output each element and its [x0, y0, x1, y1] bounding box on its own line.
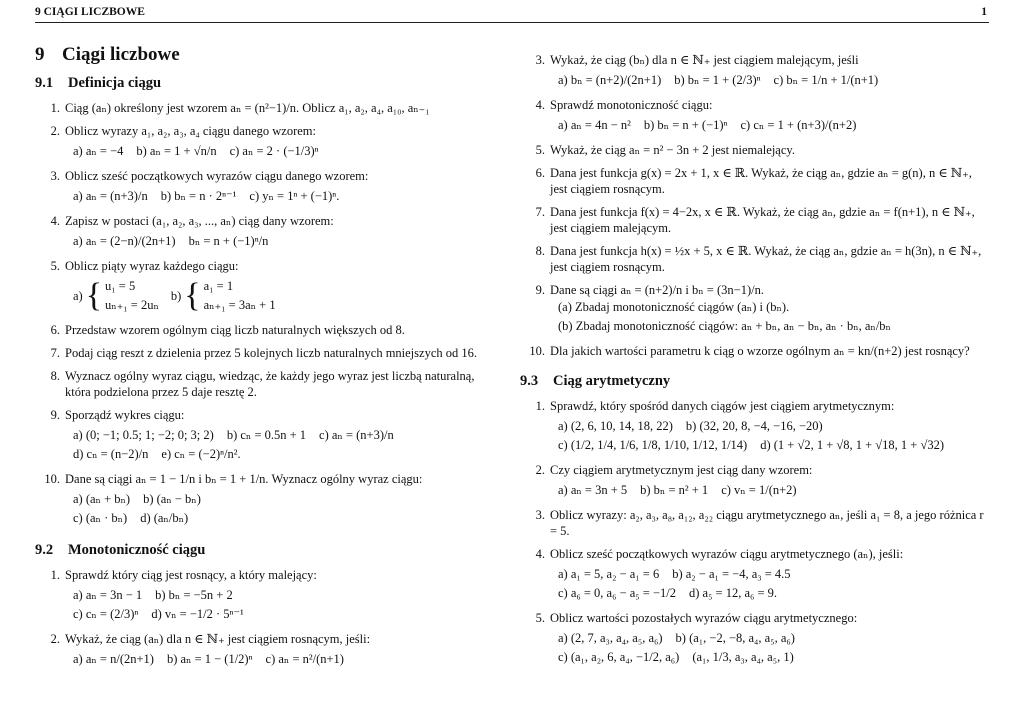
running-header	[35, 4, 989, 23]
exercise-options	[65, 586, 483, 624]
option: b) bₙ = n² + 1	[640, 483, 709, 497]
exercise-options	[65, 232, 483, 251]
option: c) (a₁, a₂, 6, a₄, −1/2, a₆)	[558, 650, 680, 664]
exercise-text: Dane są ciągi aₙ = (n+2)/n i bₙ = (3n−1)/n.	[550, 283, 764, 297]
exercise-text: Dane są ciągi aₙ = 1 − 1/n i bₙ = 1 + 1/n. Wyznacz ogólny wyraz ciągu:	[65, 472, 423, 486]
option: d) a₅ = 12, a₆ = 9.	[688, 586, 778, 600]
exercise-item	[35, 471, 483, 528]
exercise-text: Wyznacz ogólny wyraz ciągu, wiedząc, że każdy jego wyraz jest liczbą naturalną, która podzielona przez 5 daje resztę 2.	[65, 369, 475, 399]
exercise-text: Zapisz w postaci (a₁, a₂, a₃, ..., aₙ) ciąg dany wzorem:	[65, 214, 334, 228]
options-row	[558, 417, 990, 436]
section	[35, 75, 483, 528]
section-heading	[35, 542, 483, 559]
exercise-item	[520, 165, 990, 197]
exercise-item	[520, 546, 990, 603]
option: a) aₙ = (2−n)/(2n+1)	[73, 234, 176, 248]
section-number: 9.3	[520, 373, 539, 389]
exercise-item	[35, 213, 483, 251]
section-title: Ciąg arytmetyczny	[553, 373, 671, 389]
option: c) (aₙ · bₙ)	[73, 511, 128, 525]
exercise-number: 1.	[50, 101, 60, 115]
option: a) aₙ = 3n − 1	[73, 588, 143, 602]
exercise-item	[520, 282, 990, 336]
options-row	[558, 436, 990, 455]
system-line: a₁ = 1	[203, 279, 234, 293]
chapter-heading	[35, 44, 483, 66]
option: a) aₙ = 3n + 5	[558, 483, 628, 497]
section-number: 9.1	[35, 75, 54, 91]
exercise-item	[520, 610, 990, 667]
header-title: 9 CIĄGI LICZBOWE	[35, 6, 145, 18]
option: a) (2, 6, 10, 14, 18, 22)	[558, 419, 673, 433]
exercise-number: 9.	[50, 408, 60, 422]
exercise-number: 1.	[535, 399, 545, 413]
option: b) aₙ = 1 + √n/n	[136, 144, 217, 158]
option: d) (1 + √2, 1 + √8, 1 + √18, 1 + √32)	[760, 438, 944, 452]
exercise-text: Przedstaw wzorem ogólnym ciąg liczb naturalnych większych od 8.	[65, 323, 405, 337]
right-column	[520, 52, 990, 681]
section-title: Monotoniczność ciągu	[68, 542, 206, 558]
exercise-text: Podaj ciąg reszt z dzielenia przez 5 kolejnych liczb naturalnych mniejszych od 16.	[65, 346, 477, 360]
exercise-number: 7.	[535, 205, 545, 219]
option: a) aₙ = (n+3)/n	[73, 189, 148, 203]
option: b) (32, 20, 8, −4, −16, −20)	[685, 419, 823, 433]
options-row	[558, 71, 990, 90]
exercise-item	[35, 123, 483, 161]
left-brace-icon: {	[184, 277, 201, 314]
exercise-options	[550, 116, 990, 135]
exercise-list	[35, 567, 483, 669]
exercise-text: Sprawdź, który spośród danych ciągów jest ciągiem arytmetycznym:	[550, 399, 895, 413]
options-row	[73, 650, 483, 669]
option: c) yₙ = 1ⁿ + (−1)ⁿ.	[249, 189, 340, 203]
option: bₙ = n + (−1)ⁿ/n	[188, 234, 269, 248]
exercise-text: Sprawdź który ciąg jest rosnący, a który malejący:	[65, 568, 317, 582]
option: c) (1/2, 1/4, 1/6, 1/8, 1/10, 1/12, 1/14)	[558, 438, 748, 452]
exercise-number: 5.	[535, 143, 545, 157]
exercise-number: 10.	[529, 344, 545, 358]
exercise-options	[550, 565, 990, 603]
system-lines	[105, 277, 159, 315]
exercise-number: 10.	[44, 472, 60, 486]
exercise-text: Wykaż, że ciąg aₙ = n² − 3n + 2 jest niemalejący.	[550, 143, 795, 157]
exercise-text: Sprawdź monotoniczność ciągu:	[550, 98, 713, 112]
option: c) bₙ = 1/n + 1/(n+1)	[773, 73, 879, 87]
exercise-text: Dana jest funkcja g(x) = 2x + 1, x ∈ ℝ. Wykaż, że ciąg aₙ, gdzie aₙ = g(n), n ∈ ℕ₊, jest ciągiem rosnącym.	[550, 166, 972, 196]
left-brace-icon: {	[85, 277, 103, 314]
option: c) aₙ = n²/(n+1)	[265, 652, 344, 666]
option: a) (0; −1; 0.5; 1; −2; 0; 3; 2)	[73, 428, 214, 442]
options-row	[558, 584, 990, 603]
exercise-number: 6.	[535, 166, 545, 180]
exercise-text: Dana jest funkcja f(x) = 4−2x, x ∈ ℝ. Wykaż, że ciąg aₙ, gdzie aₙ = f(n+1), n ∈ ℕ₊, jest ciągiem malejącym.	[550, 205, 975, 235]
option: d) (aₙ/bₙ)	[140, 511, 189, 525]
options-row	[73, 187, 483, 206]
options-row	[73, 232, 483, 251]
section-title: Definicja ciągu	[68, 75, 162, 91]
option: c) a₆ = 0, a₆ − a₅ = −1/2	[558, 586, 676, 600]
exercise-part: (b) Zbadaj monotoniczność ciągów: aₙ + bₙ, aₙ − bₙ, aₙ · bₙ, aₙ/bₙ	[558, 319, 891, 333]
option: c) cₙ = (2/3)ⁿ	[73, 607, 139, 621]
exercise-options	[65, 187, 483, 206]
exercise-parts	[550, 298, 990, 336]
exercise-text: Ciąg (aₙ) określony jest wzorem aₙ = (n²−1)/n. Oblicz a₁, a₂, a₄, a₁₀, aₙ₋₁	[65, 101, 430, 115]
option: b) bₙ = 1 + (2/3)ⁿ	[674, 73, 761, 87]
system-line: uₙ₊₁ = 2uₙ	[105, 298, 159, 312]
option: b) cₙ = 0.5n + 1	[226, 428, 307, 442]
exercise-options	[65, 650, 483, 669]
option: b) (a₁, −2, −8, a₄, a₅, a₆)	[675, 631, 795, 645]
exercise-number: 4.	[535, 98, 545, 112]
option: d) cₙ = (n−2)/n	[73, 447, 149, 461]
exercise-item	[520, 204, 990, 236]
left-column	[35, 44, 483, 683]
options-row	[73, 142, 483, 161]
exercise-options	[550, 417, 990, 455]
recurrence-system	[73, 277, 159, 315]
exercise-text: Dla jakich wartości parametru k ciąg o wzorze ogólnym aₙ = kn/(n+2) jest rosnący?	[550, 344, 970, 358]
exercise-item	[35, 631, 483, 669]
exercise-list	[35, 100, 483, 528]
options-row	[558, 116, 990, 135]
exercise-text: Oblicz sześć początkowych wyrazów ciągu danego wzorem:	[65, 169, 369, 183]
options-row	[558, 481, 990, 500]
option: b) bₙ = −5n + 2	[155, 588, 233, 602]
options-row	[73, 605, 483, 624]
system-lines	[204, 277, 276, 315]
exercise-text: Czy ciągiem arytmetycznym jest ciąg dany wzorem:	[550, 463, 813, 477]
exercise-number: 3.	[535, 53, 545, 67]
exercise-item	[520, 142, 990, 158]
options-row	[73, 490, 483, 509]
exercise-text: Oblicz sześć początkowych wyrazów ciągu arytmetycznego (aₙ), jeśli:	[550, 547, 904, 561]
exercise-item	[35, 567, 483, 624]
option: b) bₙ = n + (−1)ⁿ	[643, 118, 728, 132]
exercise-item	[520, 507, 990, 539]
section-number: 9.2	[35, 542, 54, 558]
options-row	[73, 509, 483, 528]
section	[35, 542, 483, 669]
option: c) vₙ = 1/(n+2)	[721, 483, 797, 497]
exercise-list	[520, 398, 990, 667]
exercise-item	[35, 345, 483, 361]
exercise-item	[35, 100, 483, 116]
options-row	[73, 426, 483, 445]
exercise-options	[65, 490, 483, 528]
option: a) aₙ = −4	[73, 144, 124, 158]
exercise-number: 2.	[50, 124, 60, 138]
options-row	[558, 629, 990, 648]
options-row	[558, 648, 990, 667]
exercise-options	[550, 71, 990, 90]
exercise-number: 8.	[50, 369, 60, 383]
option: e) cₙ = (−2)ⁿ/n².	[161, 447, 241, 461]
exercise-item	[35, 368, 483, 400]
option: b) a₂ − a₁ = −4, a₃ = 4.5	[672, 567, 791, 581]
section	[520, 373, 990, 667]
system-label: a)	[73, 289, 83, 303]
exercise-part: (a) Zbadaj monotoniczność ciągów (aₙ) i (bₙ).	[558, 300, 790, 314]
option: a) (aₙ + bₙ)	[73, 492, 131, 506]
exercise-text: Oblicz wartości pozostałych wyrazów ciągu arytmetycznego:	[550, 611, 858, 625]
exercise-item	[520, 343, 990, 359]
exercise-item	[35, 168, 483, 206]
exercise-item	[520, 52, 990, 90]
option: d) vₙ = −1/2 · 5ⁿ⁻¹	[151, 607, 244, 621]
exercise-number: 4.	[50, 214, 60, 228]
system-line: aₙ₊₁ = 3aₙ + 1	[203, 298, 276, 312]
exercise-options	[65, 142, 483, 161]
exercise-options	[550, 481, 990, 500]
exercise-item	[520, 97, 990, 135]
option: a) aₙ = 4n − n²	[558, 118, 631, 132]
option: (a₁, 1/3, a₃, a₄, a₅, 1)	[692, 650, 794, 664]
exercise-number: 4.	[535, 547, 545, 561]
page-number: 1	[981, 6, 987, 18]
exercise-number: 7.	[50, 346, 60, 360]
chapter-title: Ciągi liczbowe	[62, 44, 180, 65]
exercise-number: 6.	[50, 323, 60, 337]
exercise-options	[550, 629, 990, 667]
exercise-text: Wykaż, że ciąg (bₙ) dla n ∈ ℕ₊ jest ciągiem malejącym, jeśli	[550, 53, 859, 67]
option: b) (aₙ − bₙ)	[143, 492, 201, 506]
option: a) a₁ = 5, a₂ − a₁ = 6	[558, 567, 660, 581]
chapter-number: 9	[35, 44, 45, 65]
exercise-text: Dana jest funkcja h(x) = ½x + 5, x ∈ ℝ. Wykaż, że ciąg aₙ, gdzie aₙ = h(3n), n ∈ ℕ₊, jest ciągiem rosnącym.	[550, 244, 982, 274]
option: c) cₙ = 1 + (n+3)/(n+2)	[740, 118, 857, 132]
option: c) aₙ = (n+3)/n	[319, 428, 394, 442]
exercise-text: Oblicz piąty wyraz każdego ciągu:	[65, 259, 239, 273]
option: a) (2, 7, a₃, a₄, a₅, a₆)	[558, 631, 663, 645]
exercise-number: 2.	[50, 632, 60, 646]
exercise-text: Oblicz wyrazy a₁, a₂, a₃, a₄ ciągu danego wzorem:	[65, 124, 317, 138]
option: c) aₙ = 2 · (−1/3)ⁿ	[229, 144, 319, 158]
exercise-item	[35, 407, 483, 464]
exercise-options	[65, 426, 483, 464]
system-label: b)	[170, 289, 182, 303]
exercise-text: Oblicz wyrazy: a₂, a₃, a₈, a₁₂, a₂₂ ciągu arytmetycznego aₙ, jeśli a₁ = 8, a jego różnica r = 5.	[550, 508, 984, 538]
exercise-number: 5.	[535, 611, 545, 625]
exercise-text: Sporządź wykres ciągu:	[65, 408, 185, 422]
option: b) bₙ = n · 2ⁿ⁻¹	[160, 189, 237, 203]
system-line: u₁ = 5	[105, 279, 136, 293]
exercise-number: 1.	[50, 568, 60, 582]
exercise-number: 3.	[50, 169, 60, 183]
section-heading	[35, 75, 483, 92]
recurrence-systems	[65, 277, 483, 315]
options-row	[73, 445, 483, 464]
exercise-item	[35, 258, 483, 315]
exercise-text: Wykaż, że ciąg (aₙ) dla n ∈ ℕ₊ jest ciągiem rosnącym, jeśli:	[65, 632, 371, 646]
exercise-number: 8.	[535, 244, 545, 258]
exercise-item	[520, 462, 990, 500]
option: b) aₙ = 1 − (1/2)ⁿ	[166, 652, 253, 666]
exercise-item	[520, 243, 990, 275]
exercise-item	[520, 398, 990, 455]
exercise-number: 5.	[50, 259, 60, 273]
options-row	[73, 586, 483, 605]
exercise-number: 2.	[535, 463, 545, 477]
exercise-number: 3.	[535, 508, 545, 522]
exercise-list	[520, 52, 990, 359]
option: a) aₙ = n/(2n+1)	[73, 652, 154, 666]
options-row	[558, 565, 990, 584]
exercise-number: 9.	[535, 283, 545, 297]
option: a) bₙ = (n+2)/(2n+1)	[558, 73, 662, 87]
exercise-item	[35, 322, 483, 338]
section	[520, 52, 990, 359]
recurrence-system	[171, 277, 276, 315]
section-heading	[520, 373, 990, 390]
